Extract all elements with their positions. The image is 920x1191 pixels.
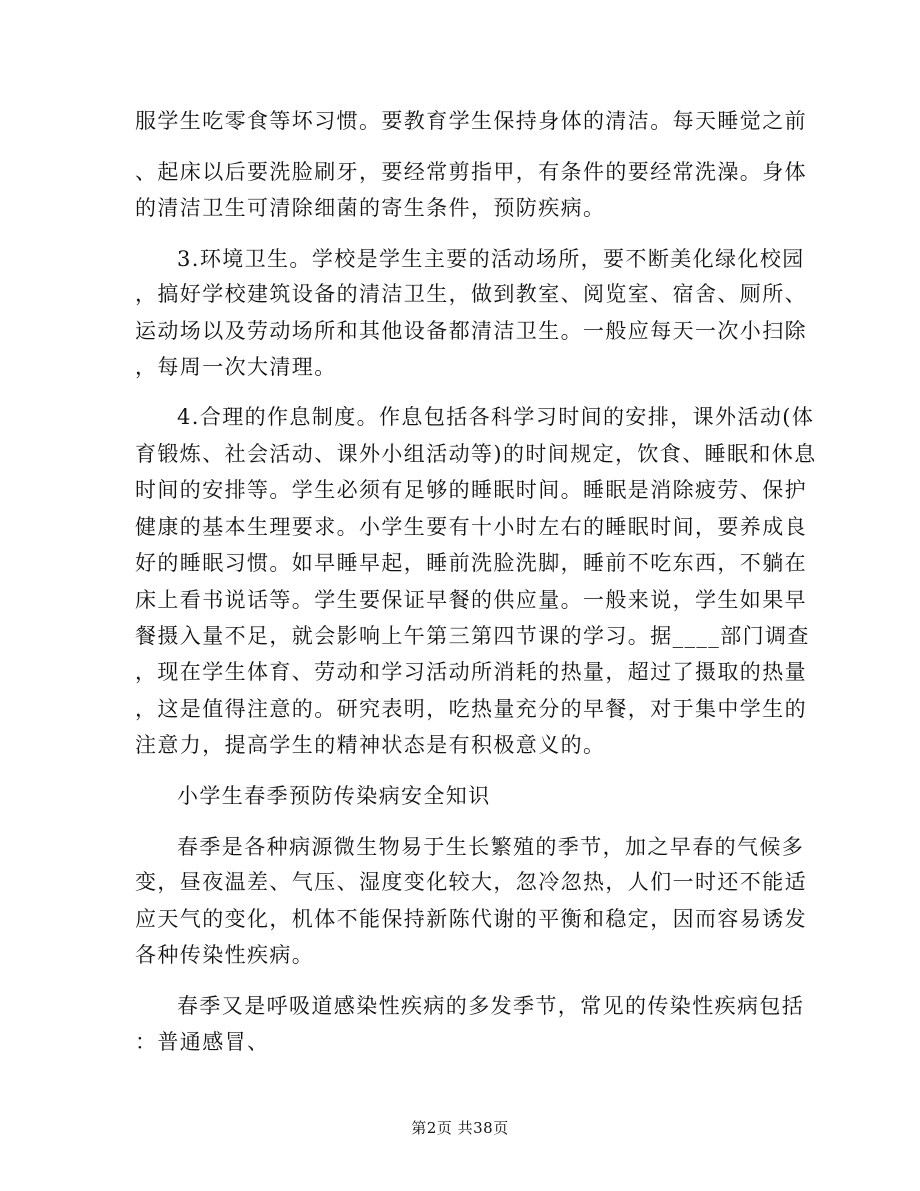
text-line: ，现在学生体育、劳动和学习活动所消耗的热量，超过了摄取的热量 [135,660,807,684]
text-line: 床上看书说话等。学生要保证早餐的供应量。一般来说，学生如果早 [135,588,807,612]
text-line: 服学生吃零食等坏习惯。要教育学生保持身体的清洁。每天睡觉之前 [135,109,807,133]
text-line: 3.环境卫生。学校是学生主要的活动场所，要不断美化绿化校园 [177,247,805,271]
text-line: 、起床以后要洗脸刷牙，要经常剪指甲，有条件的要经常洗澡。身体 [135,160,807,184]
text-line: 各种传染性疾病。 [135,943,315,967]
section-heading: 小学生春季预防传染病安全知识 [177,784,491,808]
text-line: 好的睡眠习惯。如早睡早起，睡前洗脸洗脚，睡前不吃东西，不躺在 [135,551,807,575]
text-line: 健康的基本生理要求。小学生要有十小时左右的睡眠时间，要养成良 [135,515,807,539]
text-line: ，搞好学校建筑设备的清洁卫生，做到教室、阅览室、宿舍、厕所、 [135,282,807,306]
text-line: 餐摄入量不足，就会影响上午第三第四节课的学习。据____部门调查 [135,624,810,648]
text-line: 注意力，提高学生的精神状态是有积极意义的。 [135,733,606,757]
text-line: ：普通感冒、 [135,1030,270,1054]
text-line: 运动场以及劳动场所和其他设备都清洁卫生。一般应每天一次小扫除 [135,319,807,343]
text-line: 春季是各种病源微生物易于生长繁殖的季节，加之早春的气候多 [177,835,805,859]
text-line: ，每周一次大清理。 [135,355,337,379]
text-line: ，这是值得注意的。研究表明，吃热量充分的早餐，对于集中学生的 [135,697,807,721]
text-line: 应天气的变化，机体不能保持新陈代谢的平衡和稳定，因而容易诱发 [135,907,807,931]
text-line: 春季又是呼吸道感染性疾病的多发季节，常见的传染性疾病包括 [177,994,805,1018]
text-line: 变，昼夜温差、气压、湿度变化较大，忽冷忽热，人们一时还不能适 [135,870,807,894]
text-line: 的清洁卫生可清除细菌的寄生条件，预防疾病。 [135,196,606,220]
text-line: 4.合理的作息制度。作息包括各科学习时间的安排，课外活动(体 [177,405,815,429]
page-footer: 第2页 共38页 [411,1119,509,1137]
text-line: 时间的安排等。学生必须有足够的睡眠时间。睡眠是消除疲劳、保护 [135,478,807,502]
text-line: 育锻炼、社会活动、课外小组活动等)的时间规定，饮食、睡眠和休息 [135,442,817,466]
